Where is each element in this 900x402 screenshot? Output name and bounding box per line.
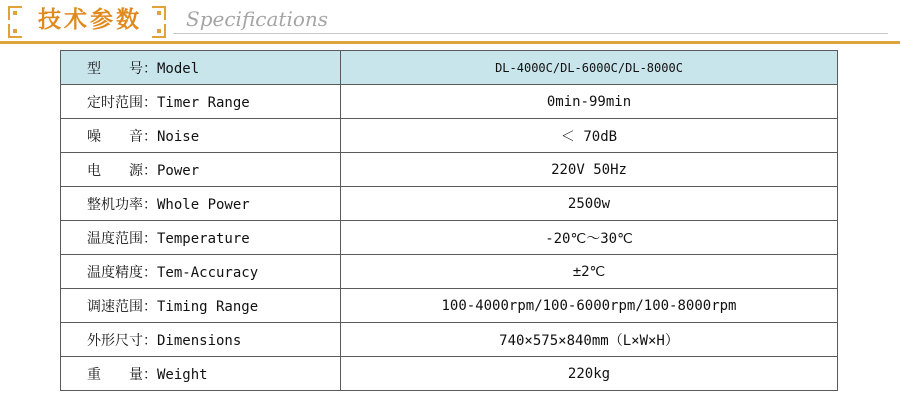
- spec-label: 噪 音：Noise: [61, 119, 341, 153]
- spec-label: 整机功率：Whole Power: [61, 187, 341, 221]
- header-accent-bar: [0, 41, 900, 44]
- corner-ornament: [8, 6, 22, 20]
- table-row: [61, 85, 838, 119]
- spec-value: ±2℃: [341, 255, 838, 289]
- table-row: [61, 323, 838, 357]
- spec-value: ＜ 70dB: [341, 119, 838, 153]
- spec-label: 型 号：Model: [61, 51, 341, 85]
- spec-value: DL-4000C/DL-6000C/DL-8000C: [341, 51, 838, 85]
- corner-ornament: [152, 24, 166, 38]
- spec-value: 220kg: [341, 357, 838, 391]
- table-row: [61, 51, 838, 85]
- table-row: [61, 119, 838, 153]
- table-row: [61, 221, 838, 255]
- spec-label: 外形尺寸：Dimensions: [61, 323, 341, 357]
- specifications-table: [60, 50, 838, 391]
- spec-value: 0min-99min: [341, 85, 838, 119]
- spec-value: 100-4000rpm/100-6000rpm/100-8000rpm: [341, 289, 838, 323]
- spec-value: 220V 50Hz: [341, 153, 838, 187]
- spec-label: 重 量：Weight: [61, 357, 341, 391]
- table-row: [61, 187, 838, 221]
- corner-ornament: [152, 6, 166, 20]
- spec-value: 2500w: [341, 187, 838, 221]
- table-row: [61, 357, 838, 391]
- table-row: [61, 289, 838, 323]
- section-header: [0, 0, 900, 44]
- spec-label: 电 源：Power: [61, 153, 341, 187]
- spec-label: 温度精度：Tem-Accuracy: [61, 255, 341, 289]
- section-title-chinese: 技术参数: [38, 7, 142, 33]
- table-row: [61, 255, 838, 289]
- spec-label: 温度范围：Temperature: [61, 221, 341, 255]
- spec-value: -20℃～30℃: [341, 221, 838, 255]
- spec-label: 定时范围：Timer Range: [61, 85, 341, 119]
- spec-label: 调速范围：Timing Range: [61, 289, 341, 323]
- header-divider: [173, 33, 888, 34]
- section-title-english: Specifications: [186, 7, 329, 31]
- table-row: [61, 153, 838, 187]
- corner-ornament: [8, 24, 22, 38]
- spec-value: 740×575×840mm（L×W×H）: [341, 323, 838, 357]
